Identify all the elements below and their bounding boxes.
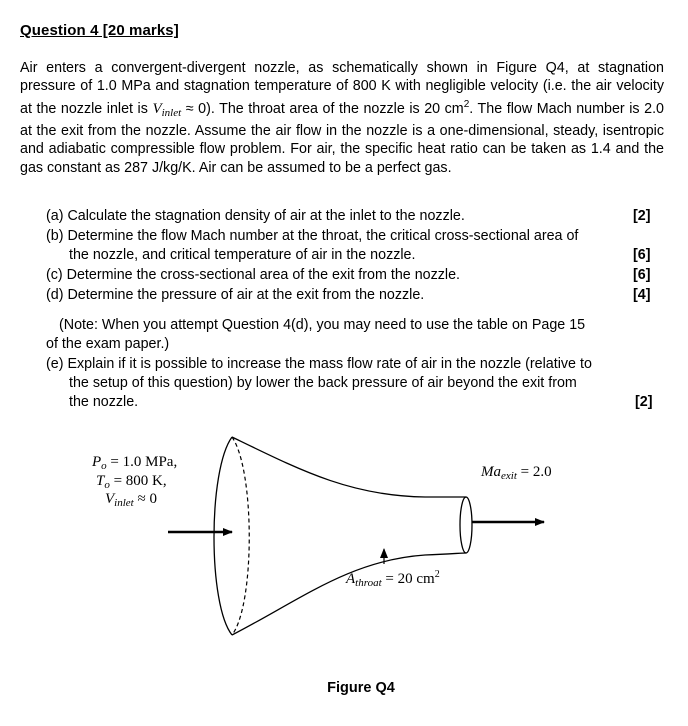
note-text-2: of the exam paper.) (46, 336, 170, 352)
part-b-text-2: the nozzle, and critical temperature of air in the nozzle. (69, 247, 416, 263)
part-e-text-2: the setup of this question) by lower the back pressure of air beyond the exit from (69, 375, 577, 391)
nozzle-top-wall (232, 437, 466, 497)
v-inlet-label: $V_{inlet} \approx 0$ (105, 491, 157, 509)
part-e-text-3: the nozzle. (69, 394, 139, 410)
question-heading: Question 4 [20 marks] (20, 22, 179, 39)
intro-text-2: ≈ 0). The throat area of the nozzle is 20 cm (181, 100, 464, 117)
part-c-mark: [6] (633, 267, 651, 283)
note-text-1: (Note: When you attempt Question 4(d), you may need to use the table on Page 15 (59, 317, 586, 333)
part-e-text-1: (e) Explain if it is possible to increase the mass flow rate of air in the nozzle (relative to (46, 356, 592, 372)
inlet-back-curve (232, 437, 249, 635)
part-d-mark: [4] (633, 287, 651, 303)
figure-caption: Figure Q4 (327, 680, 395, 696)
p0-label: $P_o = 1.0$ MPa, (92, 454, 178, 472)
a-throat-label: $A_{throat} = 20$ $cm^2$ (346, 569, 440, 589)
inlet-front-curve (214, 437, 232, 635)
intro-text-3: . The flow Mach number is 2.0 at the exit from the nozzle. Assume the air flow in the nozzle is a one-dimensional, steady, isentropic and adiabatic compressible flow problem. For air, the specific heat ratio can be taken as 1.4 and the gas constant as 287 J/kg/K. Air can be assumed to be a perfect gas. (20, 100, 664, 176)
v-inlet-symbol: $V_{inlet}$ (152, 100, 182, 119)
part-e-mark: [2] (635, 394, 653, 410)
part-d-text: (d) Determine the pressure of air at the exit from the nozzle. (46, 287, 425, 303)
nozzle-bottom-wall (232, 553, 466, 635)
part-a-text: (a) Calculate the stagnation density of air at the inlet to the nozzle. (46, 208, 465, 224)
t0-label: $T_o = 800$ K, (96, 473, 167, 491)
ma-exit-label: $Ma_{exit} = 2.0$ (481, 464, 552, 482)
part-b-mark: [6] (633, 247, 651, 263)
part-a-mark: [2] (633, 208, 651, 224)
squared-superscript: 2 (463, 98, 470, 110)
part-b-text-1: (b) Determine the flow Mach number at the throat, the critical cross-sectional area of (46, 228, 579, 244)
part-c-text: (c) Determine the cross-sectional area of the exit from the nozzle. (46, 267, 460, 283)
intro-text-1: Air enters a convergent-divergent nozzle, as schematically shown in Figure Q4, at stagnation pressure of 1.0 MPa and stagnation temperature of 800 K with negligible velocity (i.e. the air velocity at the nozzle inlet is (20, 60, 664, 117)
exit-ellipse (460, 497, 472, 553)
